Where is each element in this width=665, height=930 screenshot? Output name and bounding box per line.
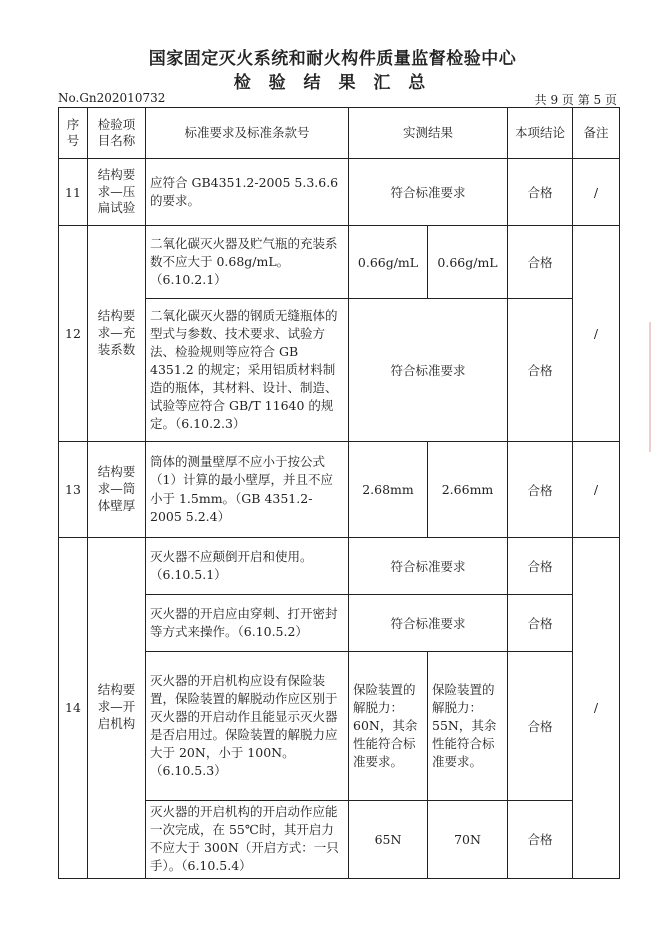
header-seq: 序号: [59, 108, 88, 159]
table-row: [59, 226, 620, 299]
row-conclusion: 合格: [508, 442, 573, 538]
doc-number: No.Gn202010732: [58, 91, 166, 105]
row-item: 结构要求—筒体壁厚: [88, 442, 146, 538]
row-standard: 筒体的测量壁厚不应小于按公式（1）计算的最小壁厚，并且不应小于 1.5mm。（GB 4351.2-2005 5.2.4）: [146, 442, 349, 538]
header-standard: 标准要求及标准条款号: [146, 108, 349, 159]
seal-edge: [649, 322, 665, 452]
header-item: 检验项目名称: [88, 108, 146, 159]
row-result-b: 保险装置的解脱力：55N，其余性能符合标准要求。: [428, 652, 508, 801]
row-result-a: 65N: [349, 801, 428, 879]
row-conclusion: 合格: [508, 159, 573, 226]
row-standard: 灭火器的开启应由穿刺、打开密封等方式来操作。（6.10.5.2）: [146, 595, 349, 652]
row-standard: 灭火器的开启机构应设有保险装置，保险装置的解脱动作应区别于灭火器的开启动作且能显示灭火器是否启用过。保险装置的解脱力应大于 20N，小于 100N。（6.10.5.3）: [146, 652, 349, 801]
row-seq: 14: [59, 538, 88, 879]
table-row: [59, 159, 620, 226]
row-result: 符合标准要求: [349, 299, 508, 442]
row-remark: /: [573, 226, 620, 442]
header-remark: 备注: [573, 108, 620, 159]
row-remark: /: [573, 538, 620, 879]
row-conclusion: 合格: [508, 801, 573, 879]
row-conclusion: 合格: [508, 652, 573, 801]
row-result-b: 70N: [428, 801, 508, 879]
header-conclusion: 本项结论: [508, 108, 573, 159]
header-result: 实测结果: [349, 108, 508, 159]
row-conclusion: 合格: [508, 595, 573, 652]
row-standard: 二氧化碳灭火器的钢质无缝瓶体的型式与参数、技术要求、试验方法、检验规则等应符合 GB 4351.2 的规定；采用铝质材料制造的瓶体，其材料、设计、制造、试验等应符合 GB/T 11640 的规定。（6.10.2.3）: [146, 299, 349, 442]
doc-title: 检 验 结 果 汇 总: [233, 73, 432, 93]
row-standard: 灭火器的开启机构的开启动作应能一次完成，在 55℃时，其开启力不应大于 300N（开启方式：一只手）。（6.10.5.4）: [146, 801, 349, 879]
results-table: [58, 107, 620, 879]
row-conclusion: 合格: [508, 299, 573, 442]
row-result-a: 保险装置的解脱力：60N，其余性能符合标准要求。: [349, 652, 428, 801]
row-remark: /: [573, 442, 620, 538]
row-seq: 12: [59, 226, 88, 442]
row-item: 结构要求—压扁试验: [88, 159, 146, 226]
row-item: 结构要求—充装系数: [88, 226, 146, 442]
org-title: 国家固定灭火系统和耐火构件质量监督检验中心: [148, 49, 517, 69]
row-result-a: 0.66g/mL: [349, 226, 428, 299]
row-remark: /: [573, 159, 620, 226]
row-conclusion: 合格: [508, 226, 573, 299]
row-seq: 13: [59, 442, 88, 538]
row-result-b: 2.66mm: [428, 442, 508, 538]
header-row: [59, 108, 620, 159]
row-result: 符合标准要求: [349, 159, 508, 226]
row-standard: 二氧化碳灭火器及贮气瓶的充装系数不应大于 0.68g/mL。（6.10.2.1）: [146, 226, 349, 299]
row-result-b: 0.66g/mL: [428, 226, 508, 299]
row-standard: 应符合 GB4351.2-2005 5.3.6.6 的要求。: [146, 159, 349, 226]
table-row: [59, 442, 620, 538]
table-row: [59, 538, 620, 595]
row-standard: 灭火器不应颠倒开启和使用。（6.10.5.1）: [146, 538, 349, 595]
page-info: 共 9 页 第 5 页: [534, 93, 617, 107]
row-item: 结构要求—开启机构: [88, 538, 146, 879]
row-result-a: 2.68mm: [349, 442, 428, 538]
row-seq: 11: [59, 159, 88, 226]
row-result: 符合标准要求: [349, 595, 508, 652]
row-conclusion: 合格: [508, 538, 573, 595]
row-result: 符合标准要求: [349, 538, 508, 595]
